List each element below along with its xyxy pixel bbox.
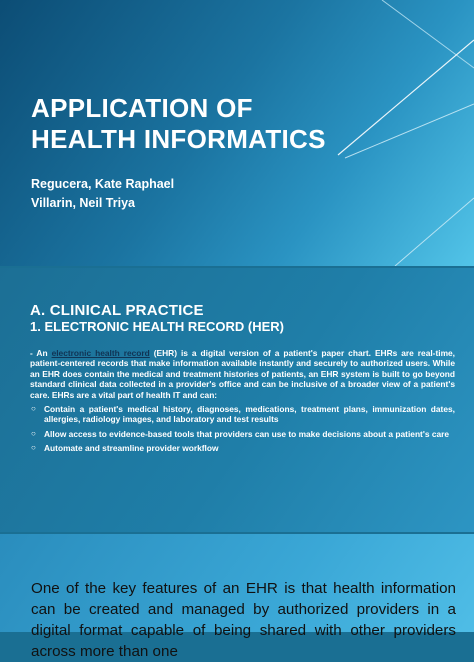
decorative-line [395,198,474,266]
ehr-description [30,348,455,458]
title-line-2: HEALTH INFORMATICS [31,124,326,154]
section-heading: A. CLINICAL PRACTICE [30,302,204,319]
ehr-paragraph [30,348,455,400]
bullet-circle-icon: ○ [31,404,36,414]
title-slide [0,0,474,266]
decorative-line [382,0,474,68]
bullet-list [30,404,455,454]
bullet-circle-icon: ○ [31,443,36,453]
title-line-1: APPLICATION OF [31,93,253,123]
bullet-text: Automate and streamline provider workflow [44,443,219,454]
list-item [30,443,455,453]
bullet-text: Contain a patient's medical history, diagnoses, medications, treatment plans, immunization dates, allergies, radiology images, and laboratory and test results [44,404,455,425]
list-item [30,429,455,439]
paragraph-prefix: - An [30,348,52,358]
ehr-link[interactable]: electronic health record [51,348,150,358]
paragraph-text: (EHR) is a digital version of a patient's paper chart. EHRs are real-time, patient-centered records that make information available instantly and securely to authorized users. While an EHR does contain the medical and treatment histories of patients, an EHR system is built to go beyond standard clinical data collected in a provider's office and can be inclusive of a broader view of a patient's care. EHRs are a vital part of health IT and can: [30,348,456,400]
author-name: Regucera, Kate Raphael [31,177,175,191]
presentation-title [31,93,326,155]
bullet-text: Allow access to evidence-based tools that providers can use to make decisions about a patient's care [44,428,450,439]
bullet-circle-icon: ○ [31,428,36,438]
decorative-line [345,104,474,158]
decorative-line [338,40,474,155]
subsection-heading: 1. ELECTRONIC HEALTH RECORD (HER) [30,319,284,334]
ehr-features-text: One of the key features of an EHR is that health information can be created and managed by authorized providers in a digital format capable of being shared with other providers across more than one [31,580,456,660]
list-item [30,404,455,425]
author-name: Villarin, Neil Triya [31,196,135,210]
